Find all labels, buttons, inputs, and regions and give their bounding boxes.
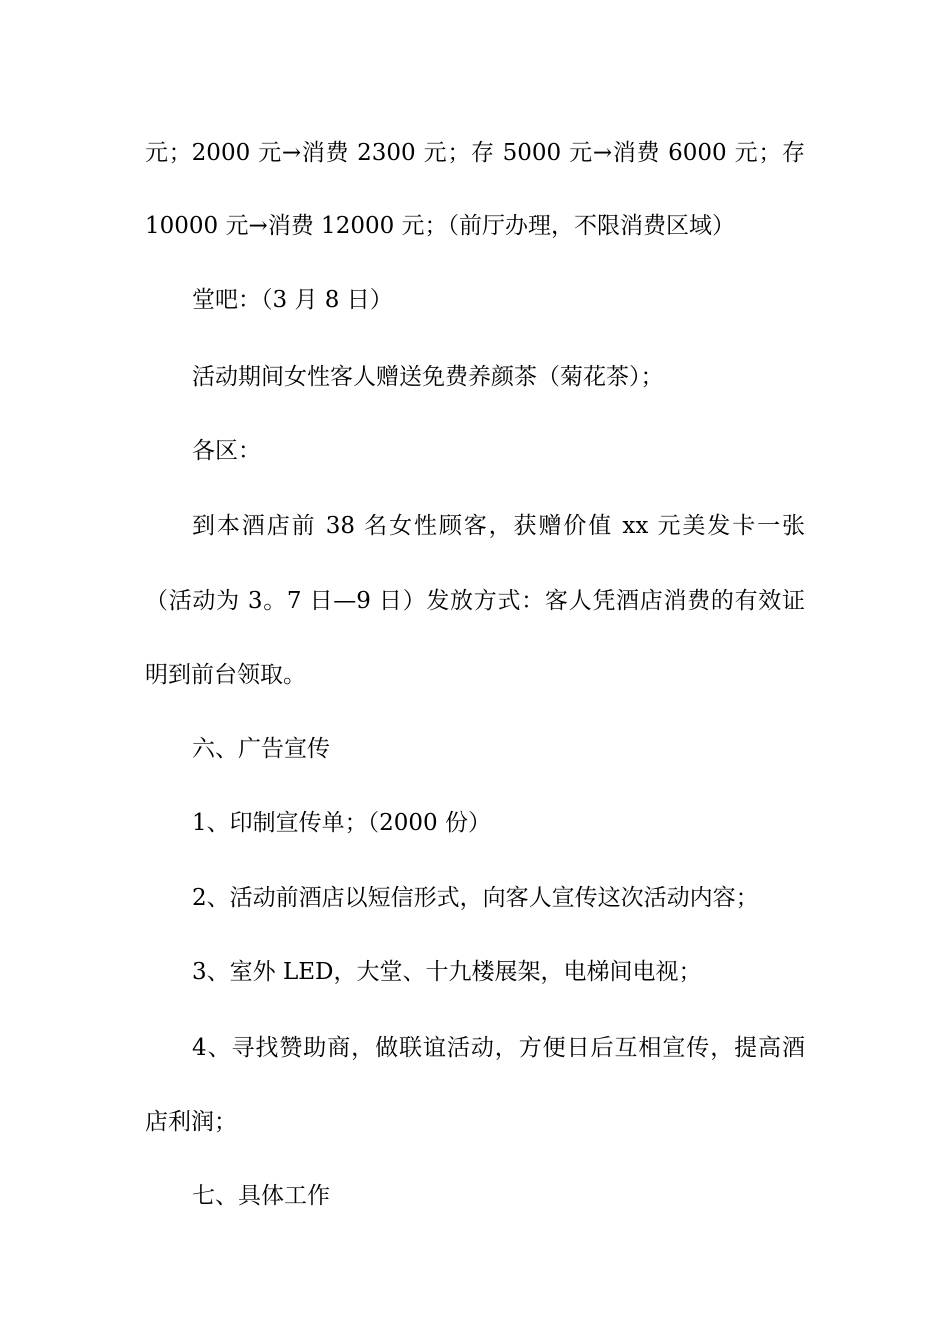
- text-line-7: （活动为 3。7 日—9 日）发放方式：客人凭酒店消费的有效证: [145, 588, 805, 614]
- text-line-5: 各区：: [192, 438, 261, 464]
- text-line-14: 店利润；: [145, 1109, 237, 1135]
- text-line-10: 1、印制宣传单；（2000 份）: [192, 810, 491, 836]
- text-line-6: 到本酒店前 38 名女性顾客，获赠价值 xx 元美发卡一张: [192, 513, 805, 539]
- text-line-13: 4、寻找赞助商，做联谊活动，方便日后互相宣传，提高酒: [192, 1035, 805, 1061]
- text-line-2: 10000 元→消费 12000 元；（前厅办理，不限消费区域）: [145, 213, 736, 239]
- text-line-12: 3、室外 LED，大堂、十九楼展架，电梯间电视；: [192, 959, 702, 985]
- section-heading-specific-work: 七、具体工作: [192, 1183, 330, 1209]
- text-line-1: 元；2000 元→消费 2300 元；存 5000 元→消费 6000 元；存: [145, 140, 805, 166]
- text-line-3: 堂吧：（3 月 8 日）: [192, 287, 393, 313]
- section-heading-advertising: 六、广告宣传: [192, 736, 330, 762]
- text-line-11: 2、活动前酒店以短信形式，向客人宣传这次活动内容；: [192, 885, 759, 911]
- text-line-4: 活动期间女性客人赠送免费养颜茶（菊花茶）；: [192, 364, 664, 390]
- text-line-8: 明到前台领取。: [145, 662, 306, 688]
